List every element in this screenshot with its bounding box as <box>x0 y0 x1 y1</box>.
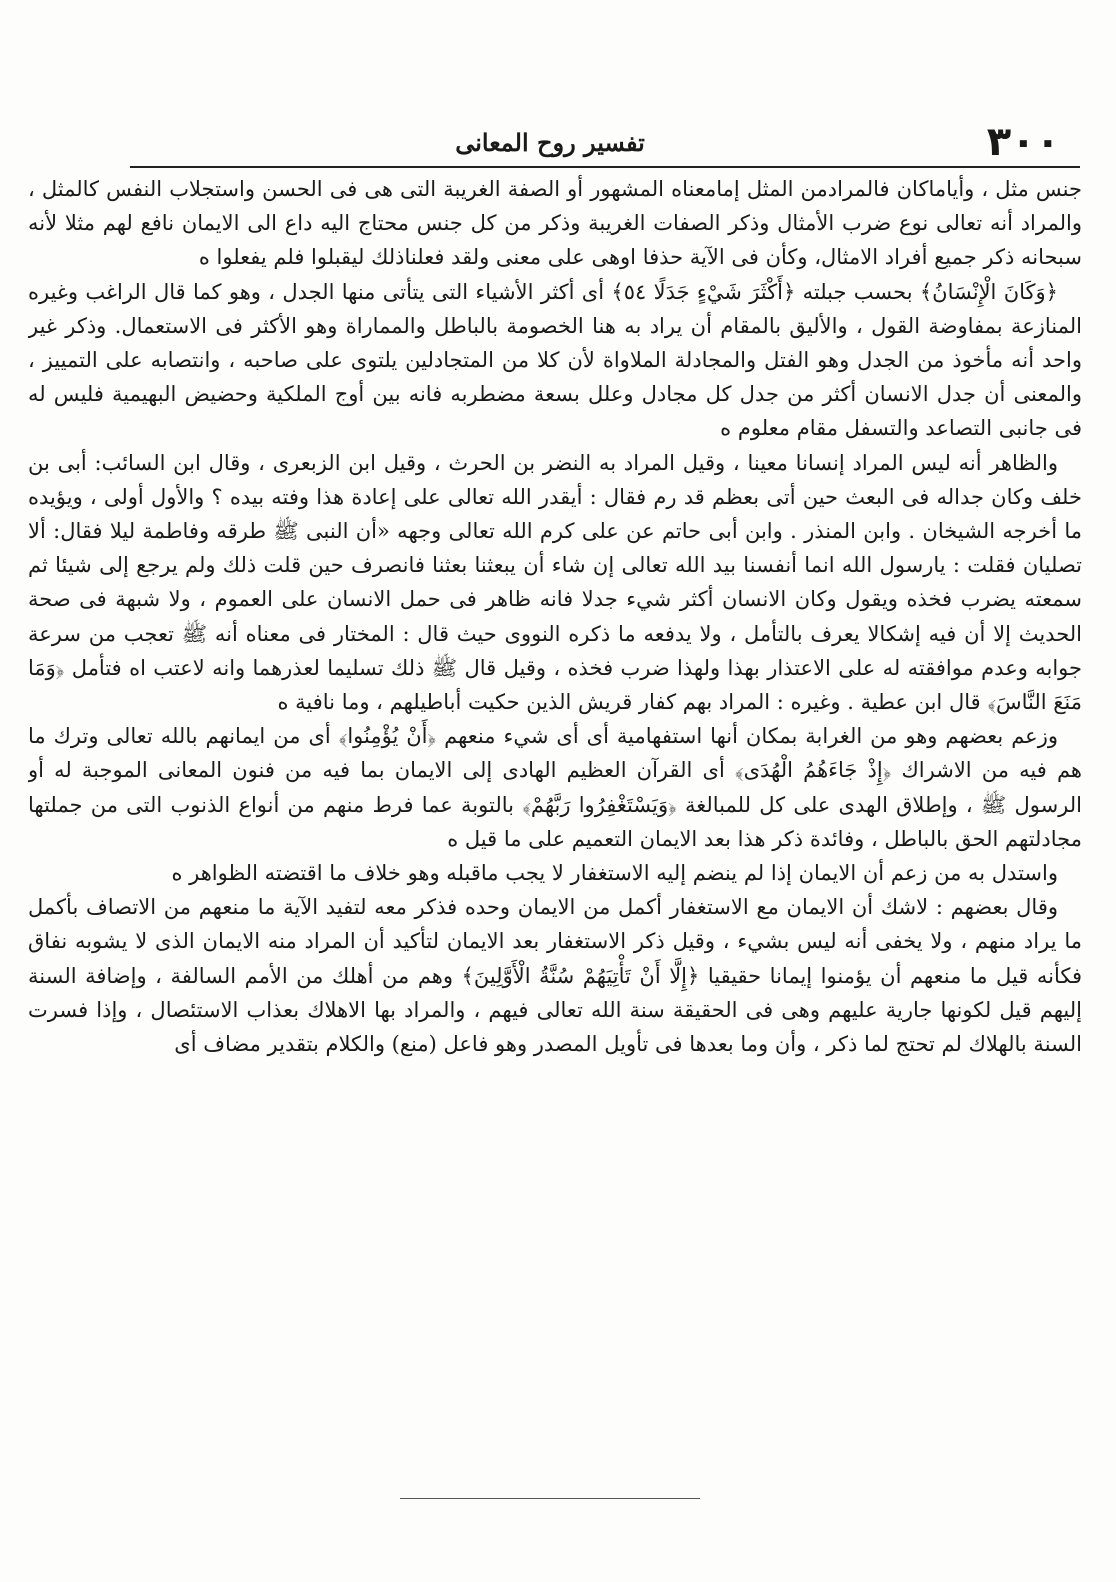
body-text <box>28 172 1082 1472</box>
page-header <box>40 118 1060 168</box>
running-title: تفسير روح المعانى <box>455 128 645 157</box>
footer-rule <box>400 1498 700 1499</box>
paragraph: والظاهر أنه ليس المراد إنسانا معينا ، وقيل المراد به النضر بن الحرث ، وقيل ابن الزبعرى ، وقال ابن السائب: أبى بن خلف وكان جداله فى البعث حين أتى بعظم قد رم فقال : أيقدر الله تعالى على إعادة هذا وفته بيده ؟ والأول أولى ، ويؤيده ما أخرجه الشيخان . وابن المنذر . وابن أبى حاتم عن على كرم الله تعالى وجهه «أن النبى ﷺ طرقه وفاطمة ليلا فقال: ألا تصليان فقلت : يارسول الله انما أنفسنا بيد الله تعالى إن شاء أن يبعثنا بعثنا فانصرف حين قلت ذلك ولم يرجع إلى شيئا ثم سمعته يضرب فخذه ويقول وكان الانسان أكثر شيء جدلا فانه ظاهر فى حمل الانسان على العموم ، ولا شبهة فى صحة الحديث إلا أن فيه إشكالا يعرف بالتأمل ، ولا يدفعه ما ذكره النووى حيث قال : المختار فى معناه أنه ﷺ تعجب من سرعة جوابه وعدم موافقته له على الاعتذار بهذا ولهذا ضرب فخذه ، وقيل قال ﷺ ذلك تسليما لعذرهما وانه لاعتب اه فتأمل ﴿وَمَا مَنَعَ النَّاسَ﴾ قال ابن عطية . وغيره : المراد بهم كفار قريش الذين حكيت أباطيلهم ، وما نافية ه <box>28 450 1082 715</box>
header-rule <box>130 166 1080 168</box>
paragraph: جنس مثل ، وأياماكان فالمرادمن المثل إمامعناه المشهور أو الصفة الغريبة التى هى فى الحسن واستجلاب النفس كالمثل ، والمراد أنه تعالى نوع ضرب الأمثال وذكر الصفات الغريبة وذكر من كل جنس محتاج اليه داع الى الايمان نافع لهم مثلا لأنه سبحانه ذكر جميع أفراد الامثال، وكأن فى الآية حذفا اوهى على معنى ولقد فعلناذلك ليقبلوا فلم يفعلوا ه <box>28 177 1082 270</box>
paragraph: وقال بعضهم : لاشك أن الايمان مع الاستغفار أكمل من الايمان وحده فذكر معه لتفيد الآية ما منعهم من الاتصاف بأكمل ما يراد منهم ، ولا يخفى أنه ليس بشيء ، وقيل ذكر الاستغفار بعد الايمان لتأكيد أن المراد منه الايمان الذى لا يشوبه نفاق فكأنه قيل ما منعهم أن يؤمنوا إيمانا حقيقيا ﴿إِلَّا أَنْ تَأْتِيَهُمْ سُنَّةُ الْأَوَّلِينَ﴾ وهم من أهلك من الأمم السالفة ، وإضافة السنة إليهم قيل لكونها جارية عليهم وهى فى الحقيقة سنة الله تعالى فيهم ، والمراد بها الاهلاك بعذاب الاستئصال ، وإذا فسرت السنة بالهلاك لم تحتج لما ذكر ، وأن وما بعدها فى تأويل المصدر وهو فاعل (منع) والكلام بتقدير مضاف أى <box>28 895 1082 1057</box>
paragraph: واستدل به من زعم أن الايمان إذا لم ينضم إليه الاستغفار لا يجب ماقبله وهو خلاف ما اقتضته الظواهر ه <box>171 861 1058 886</box>
paragraph: وزعم بعضهم وهو من الغرابة بمكان أنها استفهامية أى أى شيء منعهم ﴿أَنْ يُؤْمِنُوا﴾ أى من ايمانهم بالله تعالى وترك ما هم فيه من الاشراك ﴿إِذْ جَاءَهُمُ الْهُدَى﴾ أى القرآن العظيم الهادى إلى الايمان بما فيه من فنون المعانى الموجبة له أو الرسول ﷺ ، وإطلاق الهدى على كل للمبالغة ﴿وَيَسْتَغْفِرُوا رَبَّهُمْ﴾ بالتوبة عما فرط منهم من أنواع الذنوب التى من جملتها مجادلتهم الحق بالباطل ، وفائدة ذكر هذا بعد الايمان التعميم على ما قيل ه <box>28 724 1082 851</box>
page-number: ٣٠٠ <box>986 119 1060 165</box>
paragraph: ﴿وَكَانَ الْإِنْسَانُ﴾ بحسب جبلته ﴿أَكْثَرَ شَيْءٍ جَدَلًا ٥٤﴾ أى أكثر الأشياء التى يتأتى منها الجدل ، وهو كما قال الراغب وغيره المنازعة بمفاوضة القول ، والأليق بالمقام أن يراد به هنا الخصومة بالباطل والمماراة وهو الأكثر فى الاستعمال. وذكر غير واحد أنه مأخوذ من الجدل وهو الفتل والمجادلة الملاواة لأن كلا من المتجادلين يلتوى على صاحبه ، وانتصابه على التمييز ، والمعنى أن جدل الانسان أكثر من جدل كل مجادل وعلل بسعة مضطربه فانه بين أوج الملكية وحضيض البهيمية فليس له فى جانبى التصاعد والتسفل مقام معلوم ه <box>28 279 1082 441</box>
